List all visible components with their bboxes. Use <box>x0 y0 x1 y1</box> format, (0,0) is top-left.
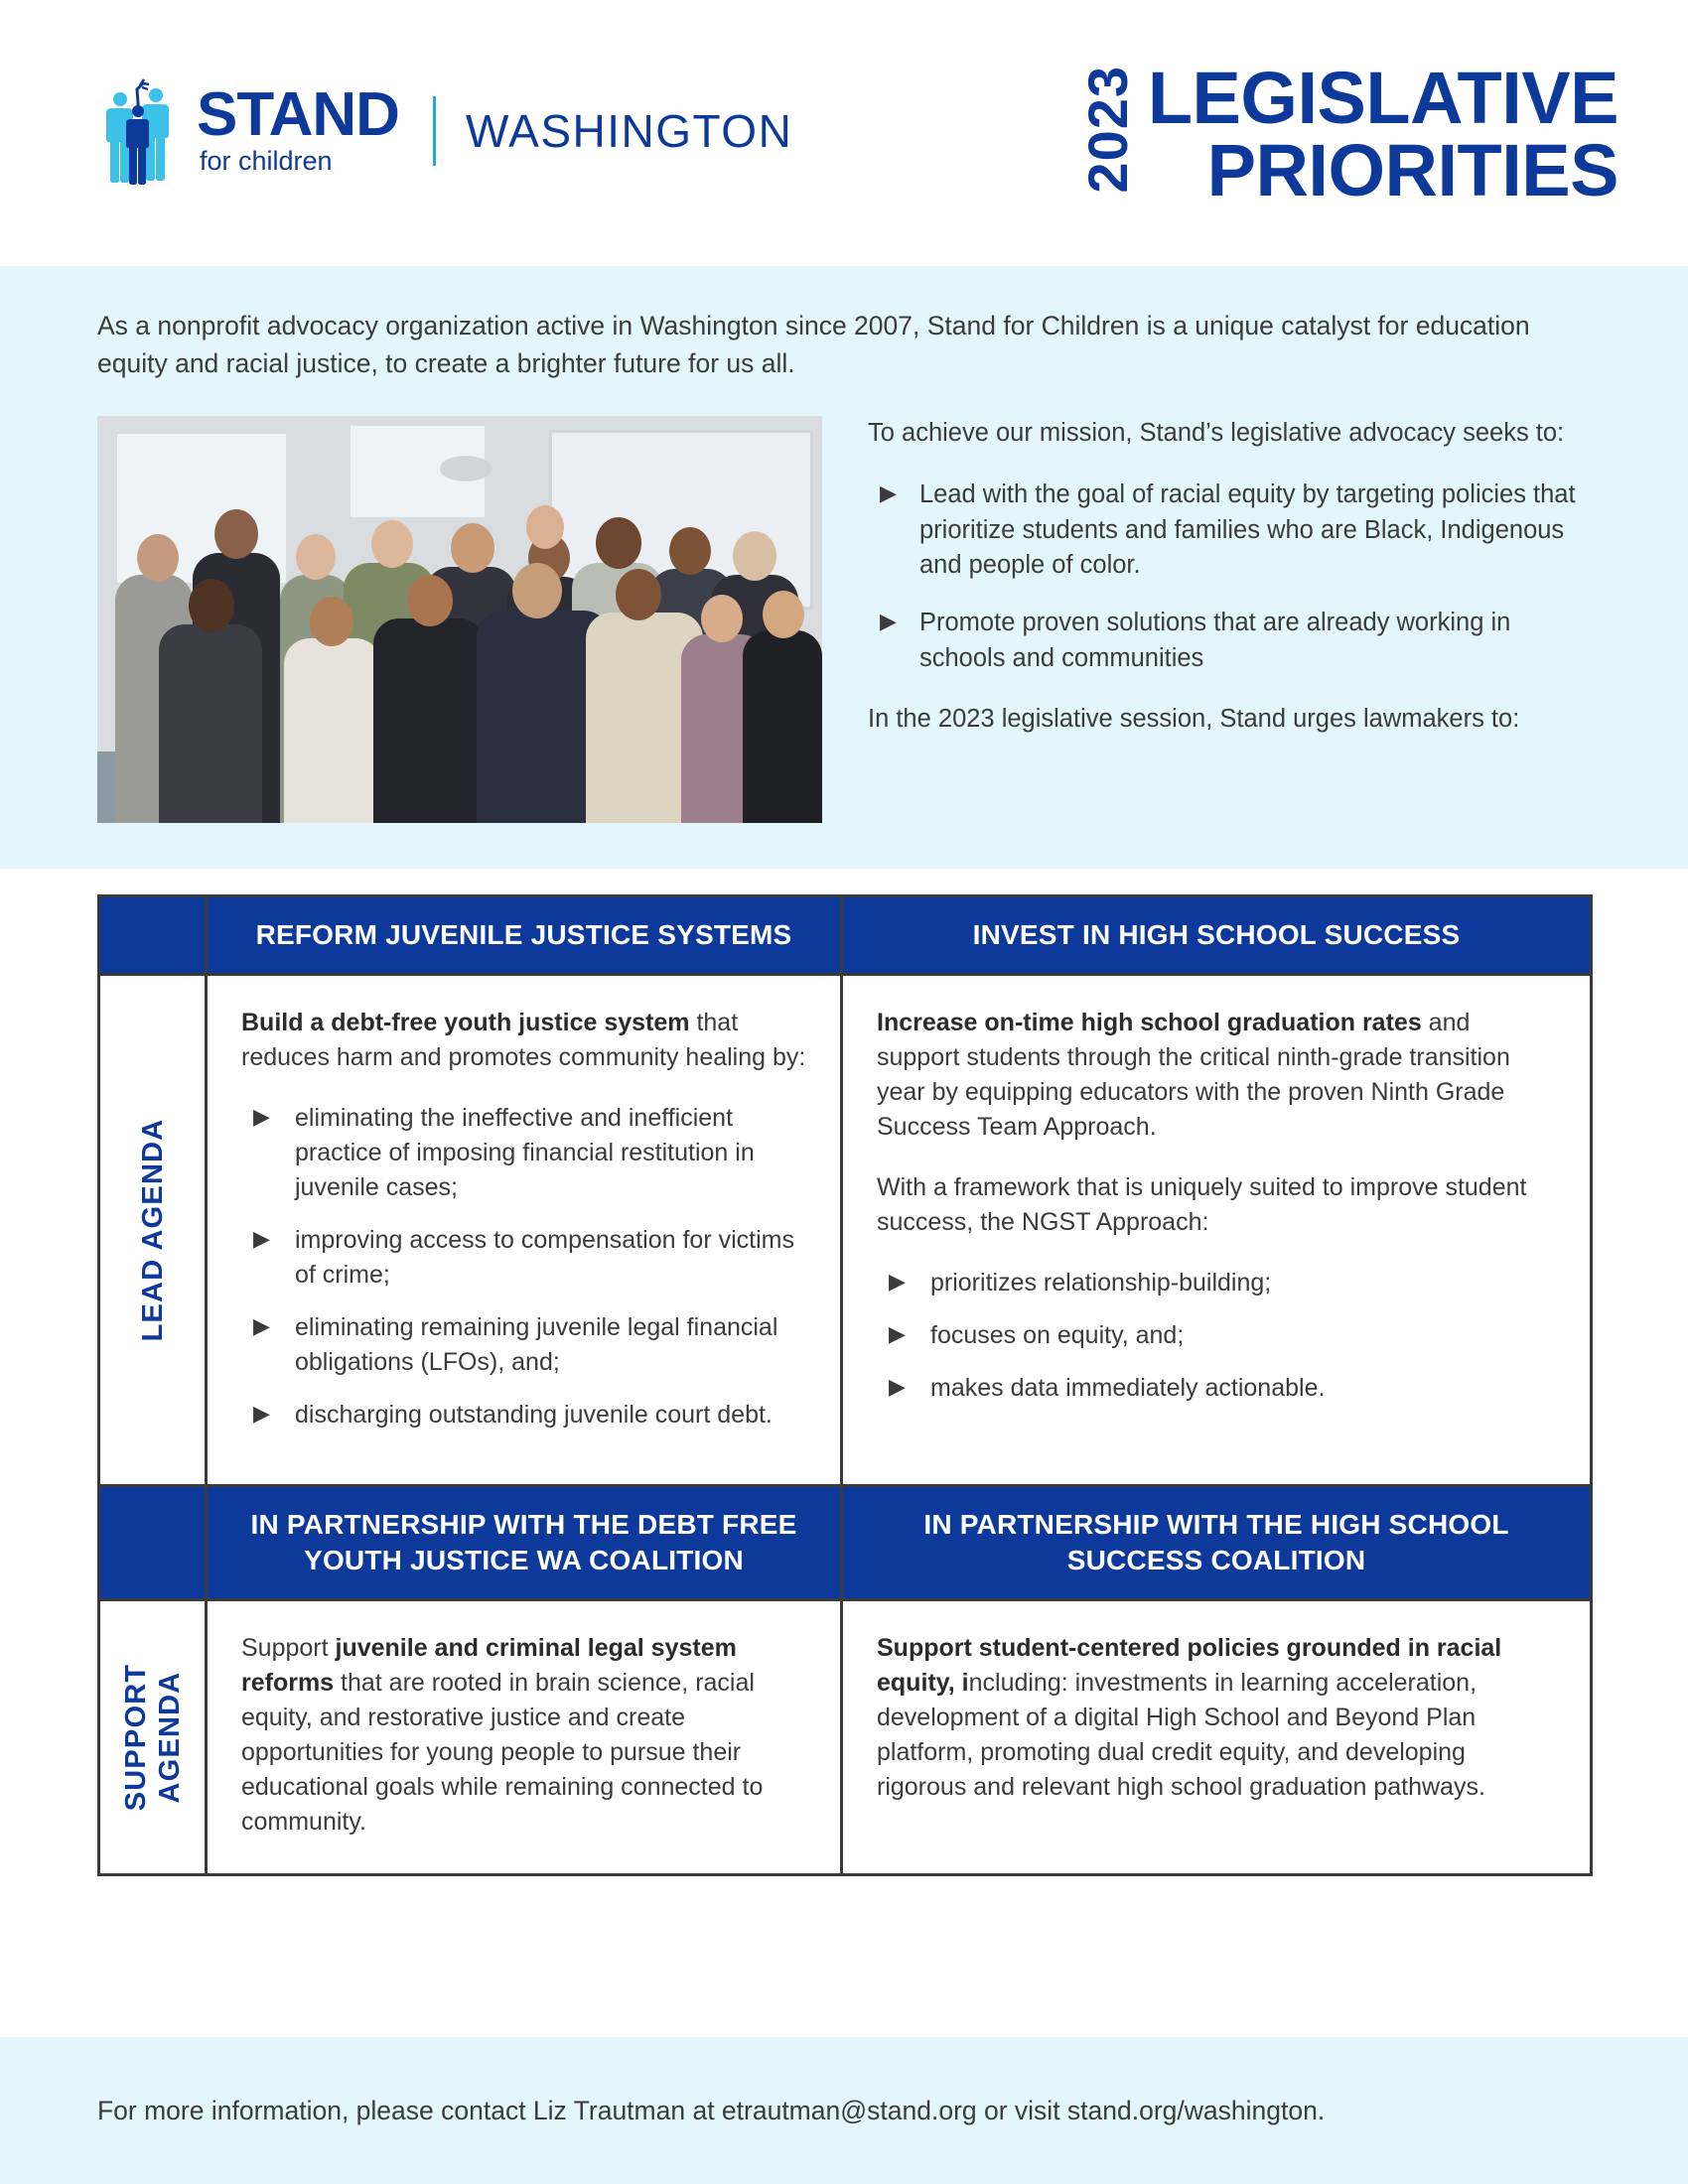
lead-header-rail <box>100 897 208 973</box>
triangle-bullet-icon: ▶ <box>253 1401 270 1427</box>
lead-header-row <box>100 897 1590 973</box>
list-item-text: improving access to compensation for victims of crime; <box>295 1226 794 1290</box>
triangle-bullet-icon: ▶ <box>889 1321 906 1347</box>
group-photo <box>97 416 822 823</box>
lead-agenda-left-cell <box>208 976 843 1484</box>
stand-for-children-figures-icon <box>97 77 183 185</box>
page-title <box>1075 57 1618 212</box>
list-item <box>877 1371 1556 1406</box>
support-agenda-label-line-1: SUPPORT <box>119 1663 152 1812</box>
support-left-rest: that are rooted in brain science, racial equity, and restorative justice and create opportunities for young people to pursue their educational goals while remaining connected to community. <box>241 1668 764 1836</box>
logo-brand-text: STAND <box>197 79 399 149</box>
triangle-bullet-icon: ▶ <box>889 1374 906 1400</box>
support-header-rail <box>100 1487 208 1598</box>
lead-left-intro-rest: that reduces harm and promotes community healing by: <box>241 1009 806 1072</box>
list-item <box>868 478 1593 584</box>
triangle-bullet-icon: ▶ <box>880 479 897 505</box>
mission-bullet-list <box>868 478 1593 676</box>
page-header <box>0 0 1688 266</box>
intro-closing: In the 2023 legislative session, Stand urges lawmakers to: <box>868 705 1520 734</box>
header-invest-high-school: INVEST IN HIGH SCHOOL SUCCESS <box>972 919 1461 951</box>
support-left-text <box>241 1631 806 1840</box>
list-item <box>241 1310 806 1380</box>
triangle-bullet-icon: ▶ <box>880 609 897 633</box>
logo-divider <box>433 96 436 166</box>
support-left-prefix: Support <box>241 1633 336 1662</box>
priorities-table <box>97 894 1593 1875</box>
intro-photo-container <box>97 416 822 823</box>
list-item <box>877 1318 1556 1353</box>
lead-right-bullet-list <box>877 1266 1556 1406</box>
lead-right-para-1-rest: and support students through the critical ninth-grade transition year by equipping educators with the proven Ninth Grade Success Team Approach. <box>877 1009 1510 1142</box>
intro-columns <box>97 416 1593 823</box>
footer-section <box>0 2037 1688 2184</box>
list-item-text: focuses on equity, and; <box>930 1321 1185 1350</box>
intro-right-column <box>822 416 1593 738</box>
intro-section <box>0 266 1688 869</box>
lead-agenda-row <box>100 973 1590 1484</box>
triangle-bullet-icon: ▶ <box>889 1269 906 1295</box>
logo-wordmark <box>197 79 399 177</box>
support-left-bold: juvenile and criminal legal system reforms <box>241 1633 737 1697</box>
list-item <box>241 1398 806 1433</box>
intro-lead-paragraph: As a nonprofit advocacy organization active in Washington since 2007, Stand for Children is a unique catalyst for education equity and racial justice, to create a brighter future for us all. <box>97 311 1530 378</box>
title-year: 2023 <box>1075 66 1139 194</box>
title-line-1: LEGISLATIVE <box>1147 57 1618 139</box>
header-debt-free-coalition: IN PARTNERSHIP WITH THE DEBT FREE YOUTH JUSTICE WA COALITION <box>208 1487 843 1598</box>
support-right-rest: ncluding: investments in learning acceleration, development of a digital High School and Beyond Plan platform, promoting dual credit equity, and developing rigorous and relevant high school graduation pathways. <box>877 1668 1485 1801</box>
lead-agenda-label: LEAD AGENDA <box>136 1118 169 1342</box>
lead-right-para-1-bold: Increase on-time high school graduation rates <box>877 1009 1422 1037</box>
list-item-text: prioritizes relationship-building; <box>930 1269 1272 1297</box>
support-right-bold: Support student-centered policies grounded in racial equity, i <box>877 1633 1502 1697</box>
list-item-text: Lead with the goal of racial equity by targeting policies that prioritize students and families who are Black, Indigenous and people of color. <box>919 479 1576 580</box>
support-agenda-label-line-2: AGENDA <box>153 1671 186 1804</box>
lead-left-bullet-list <box>241 1101 806 1433</box>
brand-logo <box>97 77 792 185</box>
support-header-row <box>100 1484 1590 1598</box>
support-right-text <box>877 1631 1556 1805</box>
list-item-text: eliminating the ineffective and inefficient practice of imposing financial restitution in juvenile cases; <box>295 1104 755 1202</box>
list-item <box>877 1266 1556 1300</box>
lead-left-intro-bold: Build a debt-free youth justice system <box>241 1009 690 1037</box>
list-item <box>241 1101 806 1205</box>
title-main <box>1147 57 1618 212</box>
list-item-text: Promote proven solutions that are already working in schools and communities <box>919 609 1511 672</box>
lead-right-para-2: With a framework that is uniquely suited to improve student success, the NGST Approach: <box>877 1173 1527 1237</box>
list-item-text: eliminating remaining juvenile legal financial obligations (LFOs), and; <box>295 1313 778 1377</box>
title-line-2: PRIORITIES <box>1206 129 1618 212</box>
mission-intro: To achieve our mission, Stand’s legislative advocacy seeks to: <box>868 419 1565 448</box>
list-item <box>868 606 1593 676</box>
triangle-bullet-icon: ▶ <box>253 1226 270 1252</box>
logo-state-text: WASHINGTON <box>465 105 793 157</box>
triangle-bullet-icon: ▶ <box>253 1313 270 1339</box>
list-item-text: makes data immediately actionable. <box>930 1374 1326 1403</box>
lead-right-para-1 <box>877 1006 1556 1145</box>
support-agenda-rail <box>100 1601 208 1873</box>
lead-agenda-right-cell <box>843 976 1590 1484</box>
support-agenda-right-cell <box>843 1601 1590 1873</box>
support-agenda-left-cell <box>208 1601 843 1873</box>
lead-agenda-rail <box>100 976 208 1484</box>
logo-tagline-text: for children <box>200 145 333 176</box>
header-hs-success-coalition: IN PARTNERSHIP WITH THE HIGH SCHOOL SUCCESS COALITION <box>923 1509 1509 1575</box>
triangle-bullet-icon: ▶ <box>253 1104 270 1130</box>
lead-left-intro <box>241 1006 806 1075</box>
header-reform-juvenile-justice: REFORM JUVENILE JUSTICE SYSTEMS <box>208 897 843 973</box>
list-item <box>241 1223 806 1293</box>
support-agenda-row <box>100 1598 1590 1873</box>
footer-contact-text: For more information, please contact Liz Trautman at etrautman@stand.org or visit stand.org/washington. <box>97 2095 1326 2125</box>
support-agenda-label <box>118 1663 186 1811</box>
list-item-text: discharging outstanding juvenile court debt. <box>295 1401 773 1430</box>
